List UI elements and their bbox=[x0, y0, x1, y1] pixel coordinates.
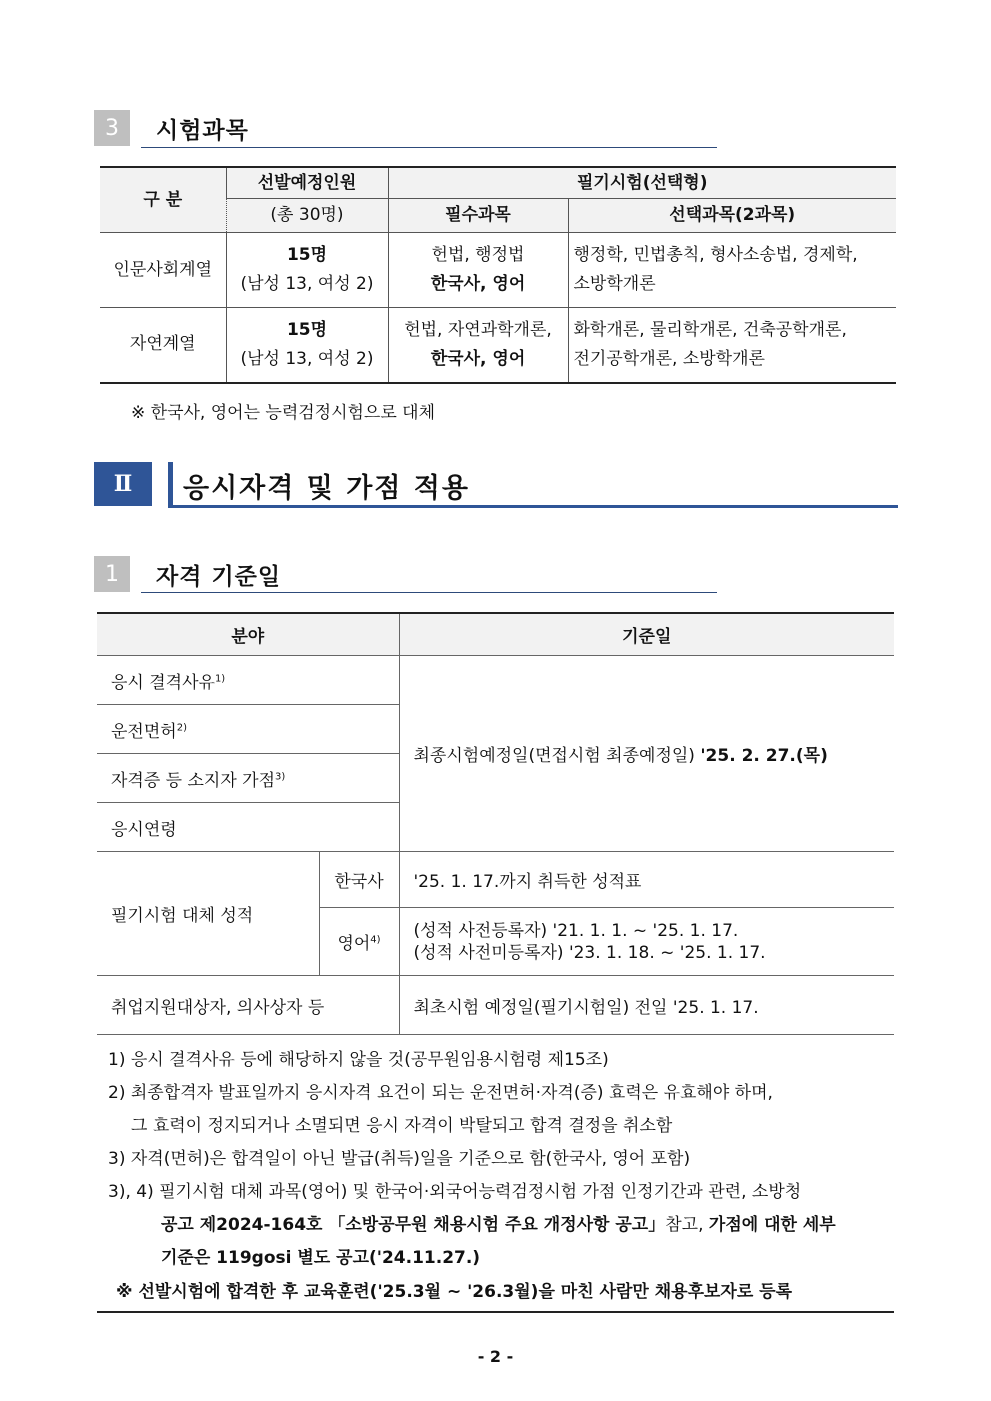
section-underline bbox=[141, 592, 717, 593]
header-basis-date: 기준일 bbox=[399, 613, 894, 656]
final-note: ※ 선발시험에 합격한 후 교육훈련('25.3월 ~ '26.3월)을 마친 사람만 채용후보자로 등록 bbox=[116, 1282, 793, 1302]
header-quota: 선발예정인원 bbox=[226, 167, 388, 199]
section-number-badge: 3 bbox=[94, 110, 130, 146]
footnote-4: 3), 4) 필기시험 대체 과목(영어) 및 한국어·외국어능력검정시험 가점 인정기간과 관련, 소방청 bbox=[108, 1182, 802, 1202]
chapter-bar bbox=[168, 462, 173, 508]
employment-support-label: 취업지원대상자, 의사상자 등 bbox=[97, 976, 399, 1035]
subjects-table bbox=[100, 166, 896, 384]
chapter-title: 응시자격 및 가점 적용 bbox=[183, 473, 470, 504]
footnote-4-cont: 기준은 119gosi 별도 공고('24.11.27.) bbox=[161, 1248, 481, 1268]
employment-support-date: 최초시험 예정일(필기시험일) 전일 '25. 1. 17. bbox=[399, 976, 894, 1035]
row-quota: 15명 (남성 13, 여성 2) bbox=[226, 233, 388, 308]
common-basis-date: 최종시험예정일(면접시험 최종예정일) '25. 2. 27.(목) bbox=[399, 656, 894, 852]
english-date: (성적 사전등록자) '21. 1. 1. ~ '25. 1. 17. (성적 사전미등록자) '23. 1. 18. ~ '25. 1. 17. bbox=[399, 908, 894, 976]
footnote-2: 2) 최종합격자 발표일까지 응시자격 요건이 되는 운전면허·자격(증) 효력은 유효해야 하며, bbox=[108, 1083, 773, 1103]
korean-history-date: '25. 1. 17.까지 취득한 성적표 bbox=[399, 852, 894, 908]
section-underline bbox=[141, 147, 717, 148]
row-category: 인문사회계열 bbox=[100, 233, 226, 308]
footnote-1: 1) 응시 결격사유 등에 해당하지 않을 것(공무원임용시험령 제15조) bbox=[108, 1050, 609, 1070]
row-elective: 화학개론, 물리학개론, 건축공학개론, 전기공학개론, 소방학개론 bbox=[568, 308, 896, 383]
chapter-underline bbox=[168, 505, 898, 508]
row-category: 자연계열 bbox=[100, 308, 226, 383]
english-label: 영어$^{4)}$ bbox=[319, 908, 399, 976]
footnote-2-cont: 그 효력이 정지되거나 소멸되면 응시 자격이 박탈되고 합격 결정을 취소함 bbox=[131, 1116, 673, 1136]
chapter-number-badge: Ⅱ bbox=[94, 462, 152, 506]
header-quota-total: (총 30명) bbox=[226, 199, 388, 233]
row-quota: 15명 (남성 13, 여성 2) bbox=[226, 308, 388, 383]
header-elective: 선택과목(2과목) bbox=[568, 199, 896, 233]
subjects-note: ※ 한국사, 영어는 능력검정시험으로 대체 bbox=[131, 403, 436, 423]
header-required: 필수과목 bbox=[388, 199, 568, 233]
footnote-3: 3) 자격(면허)은 합격일이 아닌 발급(취득)일을 기준으로 함(한국사, 영어 포함) bbox=[108, 1149, 691, 1169]
footer-divider bbox=[97, 1311, 894, 1313]
row-required: 헌법, 행정법 한국사, 영어 bbox=[388, 233, 568, 308]
section-title: 자격 기준일 bbox=[156, 564, 282, 590]
row-elective: 행정학, 민법총칙, 형사소송법, 경제학, 소방학개론 bbox=[568, 233, 896, 308]
header-category: 구 분 bbox=[100, 167, 226, 233]
row-required: 헌법, 자연과학개론, 한국사, 영어 bbox=[388, 308, 568, 383]
basis-date-table bbox=[97, 612, 894, 1035]
section-number-badge: 1 bbox=[94, 556, 130, 592]
written-substitute-label: 필기시험 대체 성적 bbox=[97, 852, 319, 976]
field-item: 운전면허$^{2)}$ bbox=[97, 705, 399, 754]
korean-history-label: 한국사 bbox=[319, 852, 399, 908]
page-number: - 2 - bbox=[477, 1347, 514, 1366]
section-title: 시험과목 bbox=[156, 118, 249, 144]
header-written-exam: 필기시험(선택형) bbox=[388, 167, 896, 199]
header-field: 분야 bbox=[97, 613, 399, 656]
footnote-4-cont: 공고 제2024-164호 「소방공무원 채용시험 주요 개정사항 공고」참고, 가점에 대한 세부 bbox=[161, 1215, 836, 1235]
field-item: 자격증 등 소지자 가점$^{3)}$ bbox=[97, 754, 399, 803]
field-item: 응시 결격사유$^{1)}$ bbox=[97, 656, 399, 705]
field-item: 응시연령 bbox=[97, 803, 399, 852]
